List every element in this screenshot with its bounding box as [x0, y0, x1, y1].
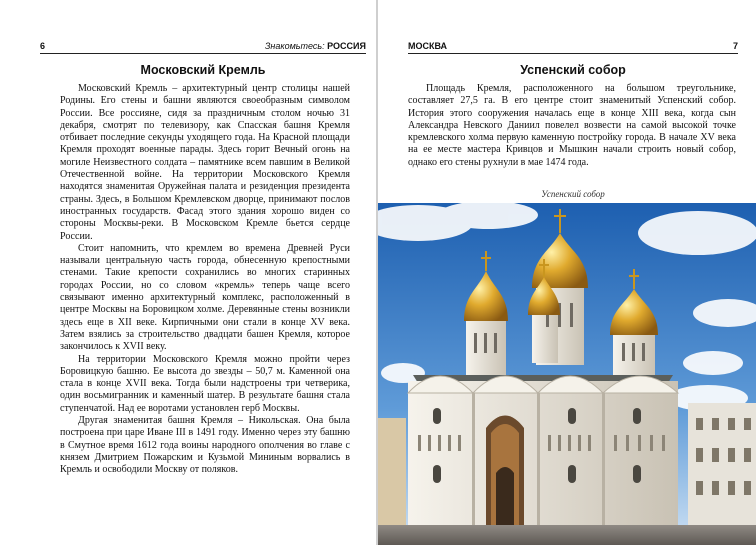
paragraph: Другая знаменитая башня Кремля – Никольская. Она была построена при царе Иване III в 1491 году. Именно через эту башню в Смутное время 1612 года воины народного ополчения во главе с князем Дмитрием Пожарским и Кузьмой Мининым ворвались в Кремль и освободили Москву от поляков. — [60, 415, 350, 476]
right-body-text — [408, 83, 736, 169]
left-running-title: Знакомьтесь: РОССИЯ — [264, 41, 366, 51]
right-section-title: Успенский собор — [520, 63, 626, 77]
left-running-head — [40, 41, 366, 51]
right-header-rule — [408, 53, 738, 54]
paragraph: На территории Московского Кремля можно пройти через Боровицкую башню. Ее высота до звезды – 50,7 м. Каменной она стала в конце XVII века. Тогда были надстроены три четверика, один восьмигранник и каменный шатер. В результате башня стала ступенчатой. Над ее воротами установлен герб Москвы. — [60, 353, 350, 414]
paragraph: Площадь Кремля, расположенного на большом треугольнике, составляет 27,5 га. В его центре стоит знаменитый Успенский собор. История этого сооружения началась еще в конце XIII века, когда сын Александра Невского Даниил повелел возвести на самой высокой точке кремлевского холма первую каменную постройку города. В начале XV века на ее месте мастера Кривцов и Мышкин начали строить новый собор, однако его стены рухнули в мае 1474 года. — [408, 83, 736, 168]
left-page — [0, 0, 376, 545]
right-running-title: МОСКВА — [408, 41, 448, 51]
left-header-rule — [40, 53, 366, 54]
left-body-text — [60, 83, 350, 477]
paragraph: Стоит напомнить, что кремлем во времена Древней Руси называли центральную часть города, обнесенную крепостными стенами. Такие крепости сохранились во многих старинных городах России, но со словом «кремль» теперь чаще всего связывают именно архитектурный комплекс, расположенный в центре Москвы на Боровицком холме. Деревянные стены возникли здесь еще в XII веке. Кирпичными они стали в конце XV века. Затем взялись за строительство двадцати башен Кремля, которое закончилось к XVII веку. — [60, 242, 350, 353]
photo-caption: Успенский собор — [541, 189, 605, 199]
right-running-head — [408, 41, 738, 51]
left-section-title: Московский Кремль — [140, 63, 266, 77]
left-page-number: 6 — [40, 41, 46, 51]
paragraph: Московский Кремль – архитектурный центр столицы нашей Родины. Его стены и башни являются своеобразным символом России. Все россияне, сидя за праздничным столом ночью 31 декабря, смотрят по телевизору, как Спасская башня Кремля отбивает последние секунды уходящего года. На Красной площади Кремля проходят военные парады. Здесь горит Вечный огонь на могиле Неизвестного солдата – памятнике всем павшим в Великой Отечественной войне. На территории Московского Кремля находятся знаменитая Оружейная палата и резиденция президента страны. Здесь, в Большом Кремлевском дворце, принимают послов иностранных государств. Фасад этого здания хорошо виден со стороны Москвы-реки. В Московском Кремле бьется сердце России. — [60, 83, 350, 242]
right-page-number: 7 — [732, 41, 738, 51]
cathedral-photo — [378, 203, 756, 545]
